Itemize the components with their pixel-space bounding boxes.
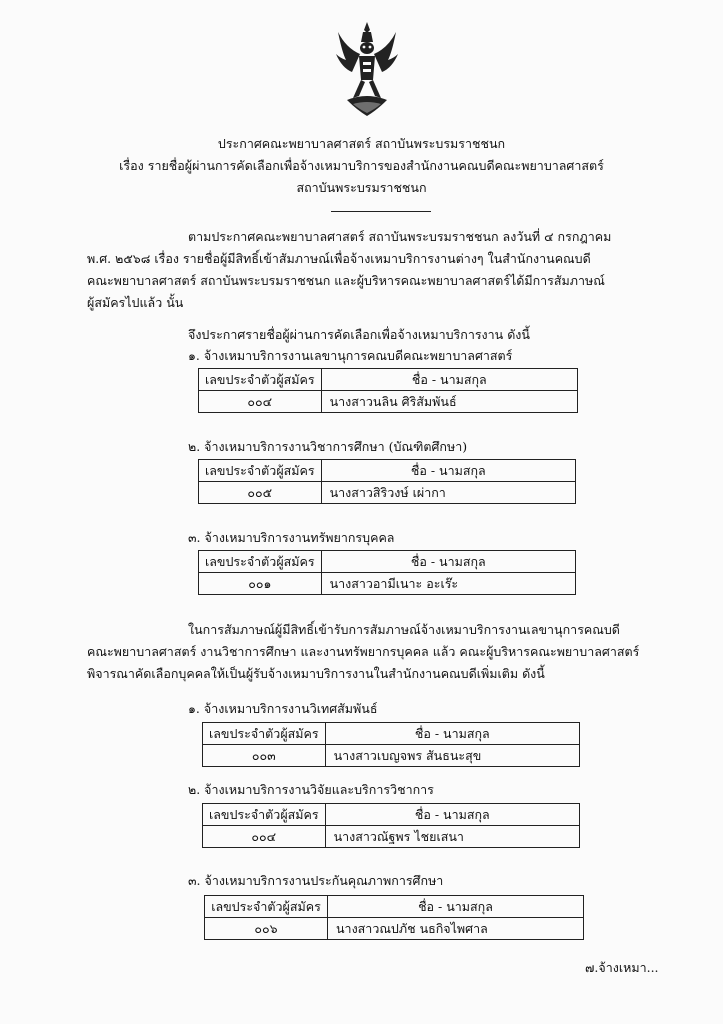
table-header-row <box>203 804 580 826</box>
candidate-name: นางสาวสิริวงษ์ เผ่ากา <box>321 482 575 504</box>
name-column-header: ชื่อ - นามสกุล <box>325 804 579 826</box>
candidate-name: นางสาวณัฐพร ไชยเสนา <box>325 826 579 848</box>
section-heading: ๒. จ้างเหมาบริการงานวิชาการศึกษา (บัณฑิตศึกษา) <box>188 439 468 454</box>
header-line-1: ประกาศคณะพยาบาลศาสตร์ สถาบันพระบรมราชชนก <box>217 136 506 151</box>
id-column-header: เลขประจำตัวผู้สมัคร <box>199 460 322 482</box>
candidate-name: นางสาวณปภัช นธกิจไพศาล <box>328 918 584 940</box>
candidate-table <box>198 459 576 504</box>
candidate-table <box>202 722 580 767</box>
intro-line-2: พ.ศ. ๒๕๖๘ เรื่อง รายชื่อผู้มีสิทธิ์เข้าสัมภาษณ์เพื่อจ้างเหมาบริการงานต่างๆ ในสำนักงานคณบดี <box>87 251 591 266</box>
table-row <box>205 918 584 940</box>
section-heading: ๒. จ้างเหมาบริการงานวิจัยและบริการวิชาการ <box>188 782 434 797</box>
candidate-name: นางสาวนลิน ศิริสัมพันธ์ <box>321 391 577 413</box>
garuda-emblem <box>333 20 401 118</box>
name-column-header: ชื่อ - นามสกุล <box>328 896 584 918</box>
id-column-header: เลขประจำตัวผู้สมัคร <box>199 551 322 573</box>
candidate-id: ๐๐๖ <box>205 918 328 940</box>
candidate-table <box>204 895 584 940</box>
candidate-name: นางสาวอามีเนาะ อะเร๊ะ <box>321 573 575 595</box>
intro-line-1: ตามประกาศคณะพยาบาลศาสตร์ สถาบันพระบรมราชชนก ลงวันที่ ๔ กรกฎาคม <box>188 229 612 244</box>
header-line-3: สถาบันพระบรมราชชนก <box>296 180 427 195</box>
section-heading: ๑. จ้างเหมาบริการงานวิเทศสัมพันธ์ <box>188 701 378 716</box>
candidate-name: นางสาวเบญจพร สันธนะสุข <box>325 745 579 767</box>
candidate-id: ๐๐๓ <box>203 745 326 767</box>
name-column-header: ชื่อ - นามสกุล <box>321 460 575 482</box>
table-row <box>203 826 580 848</box>
candidate-id: ๐๐๔ <box>203 826 326 848</box>
id-column-header: เลขประจำตัวผู้สมัคร <box>205 896 328 918</box>
table-header-row <box>199 460 576 482</box>
second-para-line-1: ในการสัมภาษณ์ผู้มีสิทธิ์เข้ารับการสัมภาษณ์จ้างเหมาบริการงานเลขานุการคณบดี <box>188 622 620 637</box>
id-column-header: เลขประจำตัวผู้สมัคร <box>203 723 326 745</box>
table-header-row <box>205 896 584 918</box>
candidate-table <box>202 803 580 848</box>
intro-line-4: ผู้สมัครไปแล้ว นั้น <box>87 295 184 310</box>
id-column-header: เลขประจำตัวผู้สมัคร <box>203 804 326 826</box>
name-column-header: ชื่อ - นามสกุล <box>321 551 575 573</box>
table-row <box>199 573 576 595</box>
section-heading: ๑. จ้างเหมาบริการงานเลขานุการคณบดีคณะพยาบาลศาสตร์ <box>188 348 513 363</box>
table-row <box>199 391 578 413</box>
continuation-marker: ๗.จ้างเหมา... <box>585 960 659 975</box>
name-column-header: ชื่อ - นามสกุล <box>325 723 579 745</box>
section-heading: ๓. จ้างเหมาบริการงานทรัพยากรบุคคล <box>188 530 395 545</box>
candidate-id: ๐๐๑ <box>199 573 322 595</box>
id-column-header: เลขประจำตัวผู้สมัคร <box>199 369 322 391</box>
header-line-2: เรื่อง รายชื่อผู้ผ่านการคัดเลือกเพื่อจ้างเหมาบริการของสำนักงานคณบดีคณะพยาบาลศาสตร์ <box>119 158 604 173</box>
second-para-line-3: พิจารณาคัดเลือกบุคคลให้เป็นผู้รับจ้างเหมาบริการงานในสำนักงานคณบดีเพิ่มเติม ดังนี้ <box>87 666 545 681</box>
intro-line-3: คณะพยาบาลศาสตร์ สถาบันพระบรมราชชนก และผู้บริหารคณะพยาบาลศาสตร์ได้มีการสัมภาษณ์ <box>87 273 605 288</box>
candidate-id: ๐๐๔ <box>199 391 322 413</box>
name-column-header: ชื่อ - นามสกุล <box>321 369 577 391</box>
candidate-table <box>198 550 576 595</box>
header-divider <box>331 211 431 212</box>
table-row <box>203 745 580 767</box>
candidate-table <box>198 368 578 413</box>
table-header-row <box>199 369 578 391</box>
intro-line-5: จึงประกาศรายชื่อผู้ผ่านการคัดเลือกเพื่อจ้างเหมาบริการงาน ดังนี้ <box>188 327 530 342</box>
table-row <box>199 482 576 504</box>
section-heading: ๓. จ้างเหมาบริการงานประกันคุณภาพการศึกษา <box>188 873 444 888</box>
table-header-row <box>203 723 580 745</box>
table-header-row <box>199 551 576 573</box>
candidate-id: ๐๐๕ <box>199 482 322 504</box>
second-para-line-2: คณะพยาบาลศาสตร์ งานวิชาการศึกษา และงานทรัพยากรบุคคล แล้ว คณะผู้บริหารคณะพยาบาลศาสตร์ <box>87 644 640 659</box>
